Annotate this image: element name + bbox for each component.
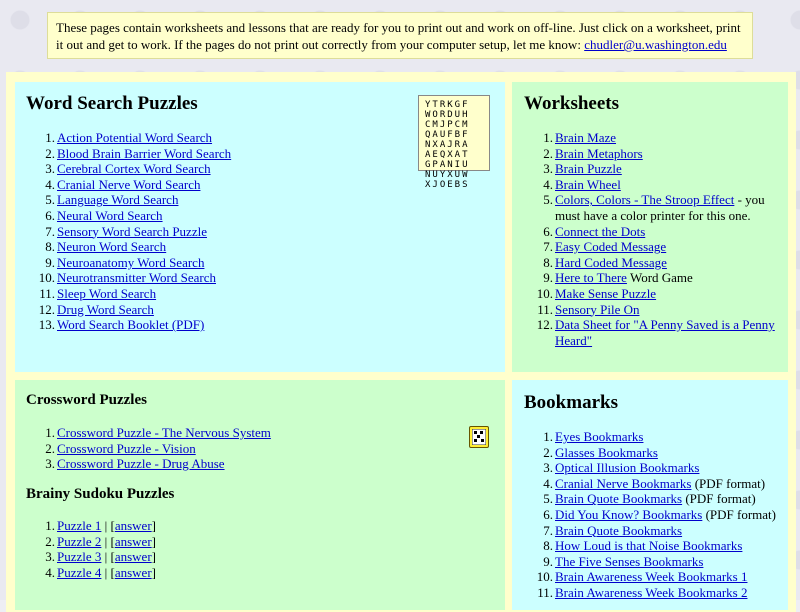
list-item	[45, 456, 437, 472]
worksheet-link[interactable]: Sensory Pile On	[555, 301, 640, 317]
separator: | [	[101, 518, 115, 533]
grid-row: GPANIU	[425, 160, 470, 170]
word-search-grid-icon[interactable]	[418, 95, 490, 190]
list-number: 2.	[45, 440, 55, 456]
list-item	[45, 176, 407, 193]
list-number: 11.	[537, 584, 553, 600]
list-number: 2.	[543, 145, 553, 161]
word-search-link[interactable]: Action Potential Word Search	[57, 130, 213, 145]
worksheet-link[interactable]: Make Sense Puzzle	[555, 285, 657, 301]
list-item	[543, 270, 777, 286]
list-number: 10.	[536, 569, 553, 585]
list-item	[543, 130, 777, 146]
bookmark-link[interactable]: Eyes Bookmarks	[555, 429, 644, 444]
sudoku-puzzle-link[interactable]: Puzzle 2	[57, 533, 102, 549]
list-number: 3.	[45, 456, 55, 472]
word-search-link[interactable]: Neuron Word Search	[57, 239, 167, 255]
list-number: 7.	[543, 522, 553, 538]
worksheet-link[interactable]: Here to There	[555, 270, 627, 286]
grid-row: CMJPCM	[425, 120, 470, 130]
worksheet-link[interactable]: Hard Coded Message	[555, 254, 667, 270]
list-item	[543, 239, 777, 255]
list-number: 8.	[45, 239, 55, 255]
list-item	[537, 584, 777, 601]
list-number: 4.	[543, 176, 553, 192]
bookmark-link[interactable]: Glasses Bookmarks	[555, 444, 658, 460]
intro-text: These pages contain worksheets and lessons that are ready for you to print out and work on off-line. Just click on a worksheet, print it out and get to work. If the pages do not print out correctly from your computer setup, let me know:	[56, 20, 741, 52]
separator: | [	[101, 564, 115, 580]
list-item	[45, 130, 407, 146]
worksheet-note: - you must have a color printer for this one.	[555, 192, 765, 223]
list-item	[543, 491, 777, 507]
worksheet-link[interactable]: Connect the Dots	[555, 223, 646, 239]
sudoku-answer-link[interactable]: answer	[114, 549, 152, 565]
list-item	[543, 538, 777, 554]
list-item	[45, 425, 437, 441]
bookmark-link[interactable]: Did You Know? Bookmarks	[555, 506, 703, 522]
list-item	[543, 176, 777, 193]
bookmark-link[interactable]: Brain Awareness Week Bookmarks 2	[555, 584, 748, 600]
crossword-link[interactable]: Crossword Puzzle - Drug Abuse	[57, 456, 225, 472]
worksheet-link[interactable]: Brain Metaphors	[555, 145, 643, 161]
separator: | [	[101, 549, 115, 565]
word-search-list	[38, 130, 407, 333]
list-item	[536, 317, 777, 348]
list-number: 6.	[45, 207, 55, 223]
list-number: 9.	[543, 270, 553, 286]
list-item	[543, 223, 777, 240]
list-number: 13.	[38, 317, 55, 333]
list-number: 4.	[543, 475, 553, 491]
list-number: 6.	[543, 223, 553, 239]
list-item	[45, 564, 357, 581]
word-search-link[interactable]: Blood Brain Barrier Word Search	[57, 145, 232, 161]
list-item	[543, 192, 777, 223]
list-item	[536, 285, 777, 302]
bookmarks-title: Bookmarks	[524, 392, 618, 413]
list-item	[543, 145, 777, 162]
list-number: 2.	[45, 145, 55, 161]
list-item	[537, 301, 777, 318]
grid-row: WORDUH	[425, 110, 470, 120]
bookmark-link[interactable]: Cranial Nerve Bookmarks	[555, 475, 692, 491]
bookmark-link[interactable]: The Five Senses Bookmarks	[555, 553, 704, 569]
list-number: 3.	[45, 161, 55, 177]
word-search-link[interactable]: Cerebral Cortex Word Search	[57, 161, 211, 177]
worksheet-link[interactable]: Brain Puzzle	[555, 161, 622, 177]
worksheet-note: Word Game	[626, 270, 693, 286]
list-number: 12.	[536, 317, 553, 333]
list-item	[543, 161, 777, 177]
intro-notice	[47, 12, 753, 59]
bookmark-note: (PDF format)	[682, 491, 756, 507]
list-item	[45, 533, 357, 550]
bracket: ]	[151, 549, 157, 565]
grid-row: YTRKGF	[425, 100, 470, 110]
word-search-link[interactable]: Word Search Booklet (PDF)	[57, 317, 205, 333]
list-number: 4.	[45, 176, 55, 192]
list-number: 1.	[45, 518, 55, 533]
list-number: 9.	[543, 553, 553, 569]
list-item	[39, 285, 407, 302]
list-item	[45, 239, 407, 255]
list-number: 5.	[543, 192, 553, 208]
crossword-link[interactable]: Crossword Puzzle - The Nervous System	[57, 425, 271, 440]
list-item	[38, 301, 407, 318]
list-item	[45, 223, 407, 240]
bookmark-link[interactable]: Optical Illusion Bookmarks	[555, 460, 700, 476]
list-number: 12.	[38, 301, 55, 317]
bookmark-note: (PDF format)	[691, 475, 766, 491]
list-item	[38, 317, 407, 333]
list-number: 1.	[45, 425, 55, 440]
word-search-link[interactable]: Neurotransmitter Word Search	[57, 270, 216, 286]
list-item	[543, 475, 777, 492]
list-item	[45, 549, 357, 565]
list-item	[45, 161, 407, 177]
list-item	[45, 192, 407, 208]
word-search-link[interactable]: Cranial Nerve Word Search	[57, 176, 201, 192]
bookmark-note: (PDF format)	[702, 506, 777, 522]
list-item	[543, 522, 777, 539]
sudoku-puzzle-link[interactable]: Puzzle 1	[57, 518, 102, 533]
list-number: 1.	[543, 130, 553, 145]
list-number: 10.	[38, 270, 55, 286]
list-item	[45, 254, 407, 271]
list-number: 3.	[543, 460, 553, 476]
list-item	[45, 440, 437, 457]
bookmarks-list	[536, 429, 777, 601]
list-number: 5.	[543, 491, 553, 507]
list-number: 3.	[45, 549, 55, 565]
worksheet-link[interactable]: Brain Maze	[555, 130, 617, 145]
word-search-title: Word Search Puzzles	[26, 93, 198, 114]
list-number: 1.	[543, 429, 553, 444]
crossword-link[interactable]: Crossword Puzzle - Vision	[57, 440, 196, 456]
email-link[interactable]: chudler@u.washington.edu	[584, 37, 727, 52]
crossword-list	[45, 425, 437, 472]
list-item	[543, 506, 777, 523]
sudoku-answer-link[interactable]: answer	[114, 564, 152, 580]
worksheet-link[interactable]: Easy Coded Message	[555, 239, 667, 255]
word-search-link[interactable]: Drug Word Search	[57, 301, 154, 317]
bookmark-link[interactable]: Brain Quote Bookmarks	[555, 491, 683, 507]
list-item	[45, 518, 357, 534]
list-number: 11.	[537, 301, 553, 317]
list-number: 7.	[543, 239, 553, 255]
sudoku-answer-link[interactable]: answer	[114, 518, 152, 533]
list-item	[543, 254, 777, 271]
crossword-clipboard-icon[interactable]	[469, 426, 489, 448]
list-number: 8.	[543, 538, 553, 554]
word-search-link[interactable]: Sleep Word Search	[57, 285, 157, 301]
list-number: 7.	[45, 223, 55, 239]
grid-row: XJOEBS	[425, 180, 470, 190]
worksheet-link[interactable]: Brain Wheel	[555, 176, 621, 192]
sudoku-answer-link[interactable]: answer	[114, 533, 152, 549]
sudoku-title: Brainy Sudoku Puzzles	[26, 486, 175, 502]
list-number: 2.	[45, 533, 55, 549]
word-search-link[interactable]: Neuroanatomy Word Search	[57, 254, 205, 270]
list-item	[543, 553, 777, 570]
worksheets-title: Worksheets	[524, 93, 619, 114]
list-item	[45, 207, 407, 224]
list-number: 3.	[543, 161, 553, 177]
list-item	[536, 569, 777, 585]
sudoku-puzzle-link[interactable]: Puzzle 3	[57, 549, 102, 565]
list-number: 1.	[45, 130, 55, 145]
list-number: 9.	[45, 254, 55, 270]
word-search-link[interactable]: Language Word Search	[57, 192, 179, 208]
list-item	[45, 145, 407, 162]
list-number: 10.	[536, 285, 553, 301]
sudoku-puzzle-link[interactable]: Puzzle 4	[57, 564, 102, 580]
bracket: ]	[151, 533, 157, 549]
list-number: 4.	[45, 564, 55, 580]
grid-row: NXAJRA	[425, 140, 470, 150]
list-number: 5.	[45, 192, 55, 208]
bookmark-link[interactable]: Brain Quote Bookmarks	[555, 522, 683, 538]
list-number: 11.	[39, 285, 55, 301]
list-item	[543, 429, 777, 445]
list-number: 6.	[543, 506, 553, 522]
grid-row: AEQXAT	[425, 150, 470, 160]
word-search-link[interactable]: Sensory Word Search Puzzle	[57, 223, 207, 239]
bracket: ]	[151, 518, 157, 533]
grid-row: QAUFBF	[425, 130, 470, 140]
bracket: ]	[151, 564, 157, 580]
list-number: 8.	[543, 254, 553, 270]
crossword-title: Crossword Puzzles	[26, 392, 147, 408]
list-item	[543, 444, 777, 461]
separator: | [	[101, 533, 115, 549]
list-item	[38, 270, 407, 286]
grid-row: NUYXUW	[425, 170, 470, 180]
bookmark-link[interactable]: How Loud is that Noise Bookmarks	[555, 538, 743, 554]
list-number: 2.	[543, 444, 553, 460]
worksheet-link[interactable]: Data Sheet for "A Penny Saved is a Penny Heard"	[555, 317, 775, 348]
list-item	[543, 460, 777, 476]
sudoku-list	[45, 518, 357, 580]
worksheet-link[interactable]: Colors, Colors - The Stroop Effect	[555, 192, 735, 208]
worksheets-list	[536, 130, 777, 348]
word-search-link[interactable]: Neural Word Search	[57, 207, 163, 223]
bookmark-link[interactable]: Brain Awareness Week Bookmarks 1	[555, 569, 748, 585]
